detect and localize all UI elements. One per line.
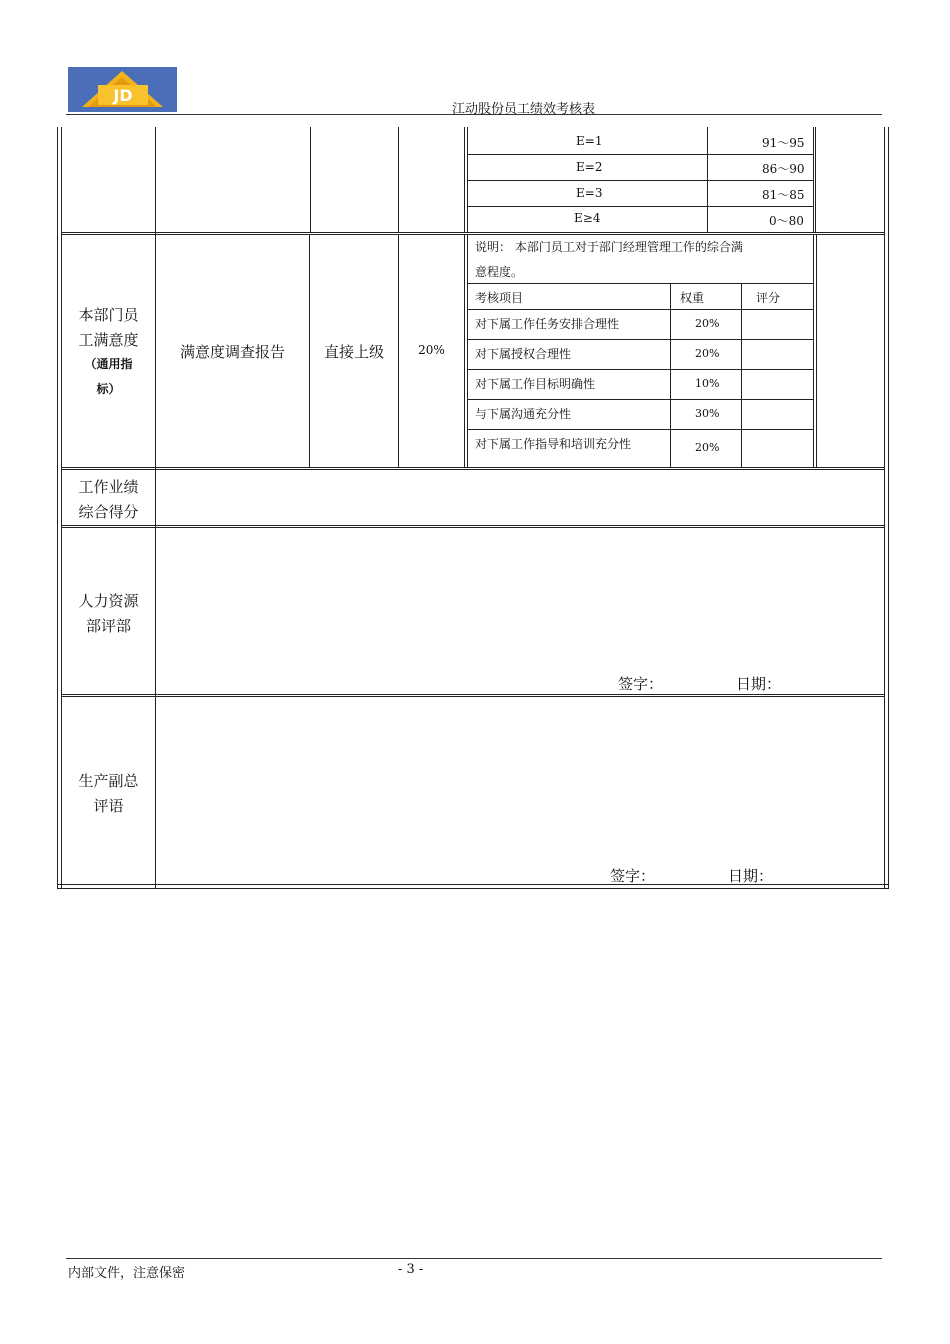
grade-label-3: E=3: [576, 186, 603, 200]
col-divider-5b: [816, 234, 817, 467]
col-divider-3-top: [398, 127, 399, 232]
grade-range-1: 91～95: [762, 136, 805, 150]
inner-header-weight: 权重: [680, 291, 705, 305]
table-border-right-outer: [888, 127, 889, 889]
vp-sign-label: 签字：: [610, 867, 656, 885]
col-divider-5: [813, 234, 814, 467]
row-divider-4a: [61, 694, 885, 695]
inner-header-item: 考核项目: [475, 291, 524, 305]
confidential-notice: 内部文件，注意保密: [68, 1266, 186, 1281]
inner-item-2: 对下属授权合理性: [475, 347, 572, 361]
col-divider-2-top: [310, 127, 311, 232]
grade-label-4: E≥4: [574, 211, 601, 225]
grade-range-2: 86～90: [762, 162, 805, 176]
row-divider-3a: [61, 525, 885, 526]
grade-label-2: E=2: [576, 160, 603, 174]
kpi-weight: 20%: [418, 343, 445, 357]
vp-review-label-line2: 评语: [93, 797, 124, 815]
inner-row-line-1: [467, 339, 814, 340]
inner-weight-4: 30%: [695, 407, 720, 420]
row-divider-3b: [61, 527, 885, 528]
overall-label-line2: 综合得分: [78, 503, 139, 521]
table-border-left-outer: [57, 127, 58, 889]
kpi-source: 满意度调查报告: [179, 343, 285, 361]
inner-weight-5: 20%: [695, 441, 720, 454]
inner-col-score: [741, 283, 742, 467]
hr-review-label-line1: 人力资源: [78, 592, 139, 610]
inner-item-1: 对下属工作任务安排合理性: [475, 317, 620, 331]
hr-date-label: 日期：: [736, 675, 782, 693]
kpi-name-line2: 工满意度: [78, 331, 139, 349]
col-divider-5b-top: [815, 127, 816, 232]
inner-weight-2: 20%: [695, 347, 720, 360]
grade-row-line-3: [467, 206, 814, 207]
kpi-assessor: 直接上级: [323, 343, 384, 361]
kpi-tag-line2: 标）: [96, 382, 121, 396]
row-divider-4b: [61, 696, 885, 697]
overall-label-line1: 工作业绩: [78, 478, 139, 496]
grade-range-3: 81～85: [762, 188, 805, 202]
company-logo: [68, 67, 177, 112]
document-title: 江动股份员工绩效考核表: [452, 102, 596, 117]
row-divider-1b: [61, 234, 885, 235]
grade-row-line-1: [467, 154, 814, 155]
inner-item-4: 与下属沟通充分性: [475, 407, 572, 421]
table-border-right-inner: [884, 127, 885, 889]
kpi-name-line1: 本部门员: [78, 306, 139, 324]
inner-header-bottom: [467, 309, 814, 310]
page-number: - 3 -: [398, 1262, 424, 1277]
header-divider: [66, 114, 882, 115]
kpi-note-line2: 意程度。: [475, 265, 524, 279]
inner-col-weight: [670, 283, 671, 467]
vp-date-label: 日期：: [728, 867, 774, 885]
inner-row-line-3: [467, 399, 814, 400]
inner-header-top: [467, 283, 814, 284]
table-border-bottom-outer: [57, 888, 889, 889]
inner-header-score: 评分: [756, 291, 781, 305]
inner-weight-3: 10%: [695, 377, 720, 390]
inner-item-3: 对下属工作目标明确性: [475, 377, 596, 391]
hr-sign-label: 签字：: [618, 675, 664, 693]
col-divider-4-top: [464, 127, 465, 232]
jd-logo-icon: [68, 67, 177, 112]
col-divider-label: [155, 127, 156, 889]
inner-item-5: 对下属工作指导和培训充分性: [475, 437, 632, 451]
grade-label-1: E=1: [576, 134, 603, 148]
inner-weight-1: 20%: [695, 317, 720, 330]
col-divider-4: [464, 234, 465, 467]
inner-row-line-4: [467, 429, 814, 430]
row-divider-2b: [61, 469, 885, 470]
col-divider-4b: [467, 234, 468, 467]
vp-review-label-line1: 生产副总: [78, 772, 139, 790]
grade-row-line-2: [467, 180, 814, 181]
footer-divider: [66, 1258, 882, 1259]
kpi-note-line1: 说明： 本部门员工对于部门经理管理工作的综合满: [475, 240, 743, 254]
row-divider-2a: [61, 467, 885, 468]
inner-row-line-2: [467, 369, 814, 370]
grade-range-4: 0～80: [769, 214, 804, 228]
hr-review-label-line2: 部评部: [85, 617, 131, 635]
row-divider-1a: [61, 232, 885, 233]
logo-text: JD: [113, 86, 133, 105]
kpi-tag-line1: （通用指: [84, 357, 133, 371]
